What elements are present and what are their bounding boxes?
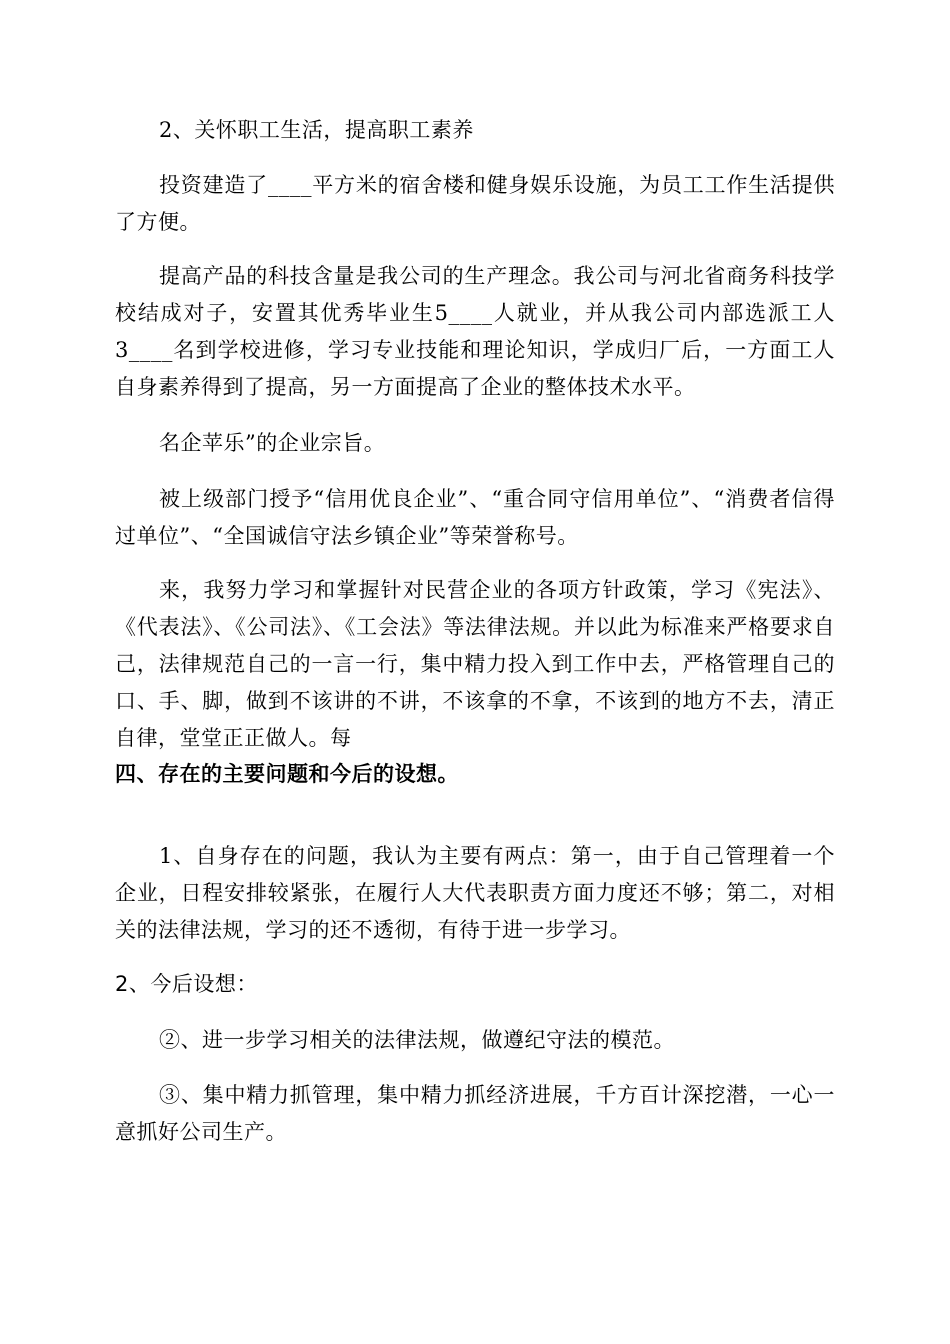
subheading-future-plans: 2、今后设想： — [115, 972, 258, 996]
paragraph-honors: 被上级部门授予“信用优良企业”、“重合同守信用单位”、“消费者信得过单位”、“全国诚信守法乡镇企业”等荣誉称号。 — [115, 487, 835, 548]
plan-item-3: ③、集中精力抓管理，集中精力抓经济进展，千方百计深挖潜，一心一意抓好公司生产。 — [115, 1083, 835, 1144]
paragraph-company-tenet: 名企苹乐”的企业宗旨。 — [159, 431, 386, 455]
paragraph-dormitory-investment: 投资建造了____平方米的宿舍楼和健身娱乐设施，为员工工作生活提供了方便。 — [115, 173, 835, 234]
paragraph-technology-content: 提高产品的科技含量是我公司的生产理念。我公司与河北省商务科技学校结成对子，安置其优秀毕业生5____人就业，并从我公司内部选派工人3____名到学校进修，学习专业技能和理论知识，学成归厂后，一方面工人自身素养得到了提高，另一方面提高了企业的整体技术水平。 — [115, 264, 835, 399]
section-heading-problems: 四、存在的主要问题和今后的设想。 — [115, 762, 459, 786]
paragraph-existing-problems: 1、自身存在的问题，我认为主要有两点：第一，由于自己管理着一个企业，日程安排较紧张，在履行人大代表职责方面力度还不够；第二，对相关的法律法规，学习的还不透彻，有待于进一步学习。 — [115, 844, 835, 942]
subheading-care-for-workers: 2、关怀职工生活，提高职工素养 — [159, 118, 474, 142]
plan-item-2: ②、进一步学习相关的法律法规，做遵纪守法的模范。 — [159, 1028, 675, 1052]
paragraph-study-laws: 来，我努力学习和掌握针对民营企业的各项方针政策，学习《宪法》、《代表法》、《公司法》、《工会法》等法律法规。并以此为标准来严格要求自己，法律规范自己的一言一行，集中精力投入到工作中去，严格管理自己的口、手、脚，做到不该讲的不讲，不该拿的不拿，不该到的地方不去，清正自律，堂堂正正做人。每 — [115, 578, 835, 750]
